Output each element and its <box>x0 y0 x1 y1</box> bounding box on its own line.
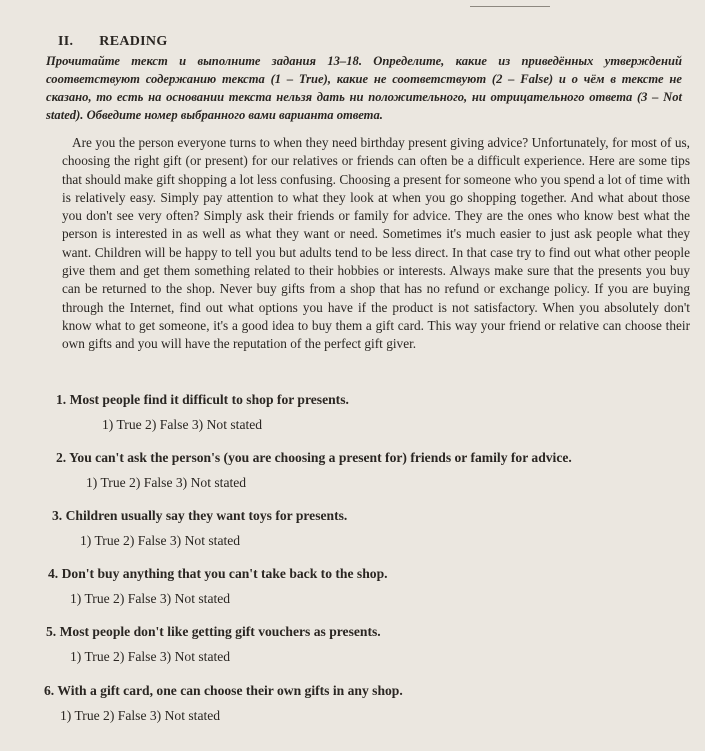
answer-options[interactable]: 1) True 2) False 3) Not stated <box>80 533 241 548</box>
question-text: 6. With a gift card, one can choose their own gifts in any shop. <box>44 683 403 698</box>
question-3 <box>52 508 692 549</box>
question-text: 4. Don't buy anything that you can't take back to the shop. <box>48 566 388 581</box>
question-text: 5. Most people don't like getting gift vouchers as presents. <box>46 624 381 639</box>
section-title: READING <box>99 34 168 49</box>
question-text: 2. You can't ask the person's (you are choosing a present for) friends or family for advice. <box>56 450 572 465</box>
top-divider <box>470 6 550 7</box>
question-5 <box>46 624 686 665</box>
section-number: II. <box>58 34 74 49</box>
answer-options[interactable]: 1) True 2) False 3) Not stated <box>102 417 263 432</box>
question-text: 3. Children usually say they want toys for presents. <box>52 508 348 523</box>
question-text: 1. Most people find it difficult to shop for presents. <box>56 392 349 407</box>
question-2 <box>56 450 696 491</box>
question-6 <box>44 683 684 724</box>
passage-paragraph: Are you the person everyone turns to when they need birthday present giving advice? Unfortunately, for most of us, choosing the right gift (or present) for our relatives or friends can often be a difficult experience. Here are some tips that should make gift shopping a lot less confusing. Choosing a present for someone who you spend a lot of time with is relatively easy. Simply pay attention to what they look at when you go shopping together. And what about those you don't see very often? Simply ask their friends or family for advice. They are the ones who know best what the person is interested in as well as what they want or need. Sometimes it's much easier to just ask people what they want. Children will be happy to tell you but adults tend to be less direct. In that case try to find out what other people give them and get them something related to their hobbies or interests. Always make sure that the presents you buy can be returned to the shop. Never buy gifts from a shop that has no refund or exchange policy. If you are buying through the Internet, find out what options you have if the product is not satisfactory. When you absolutely don't know what to get someone, it's a good idea to buy them a gift card. This way your friend or relative can choose their own gifts and you will have the reputation of the perfect gift giver. <box>62 135 690 352</box>
answer-options[interactable]: 1) True 2) False 3) Not stated <box>60 708 221 723</box>
answer-options[interactable]: 1) True 2) False 3) Not stated <box>86 475 247 490</box>
answer-options[interactable]: 1) True 2) False 3) Not stated <box>70 649 231 664</box>
section-header <box>58 34 168 50</box>
question-1 <box>56 392 696 433</box>
task-instructions: Прочитайте текст и выполните задания 13–18. Определите, какие из приведённых утверждений соответствуют содержанию текста (1 – True), какие не соответствуют (2 – False) и о чём в тексте не сказано, то есть на основании текста нельзя дать ни положительного, ни отрицательного ответа (3 – Not stated). Обведите номер выбранного вами варианта ответа. <box>46 54 682 122</box>
answer-options[interactable]: 1) True 2) False 3) Not stated <box>70 591 231 606</box>
question-4 <box>48 566 688 607</box>
reading-passage <box>62 134 690 354</box>
